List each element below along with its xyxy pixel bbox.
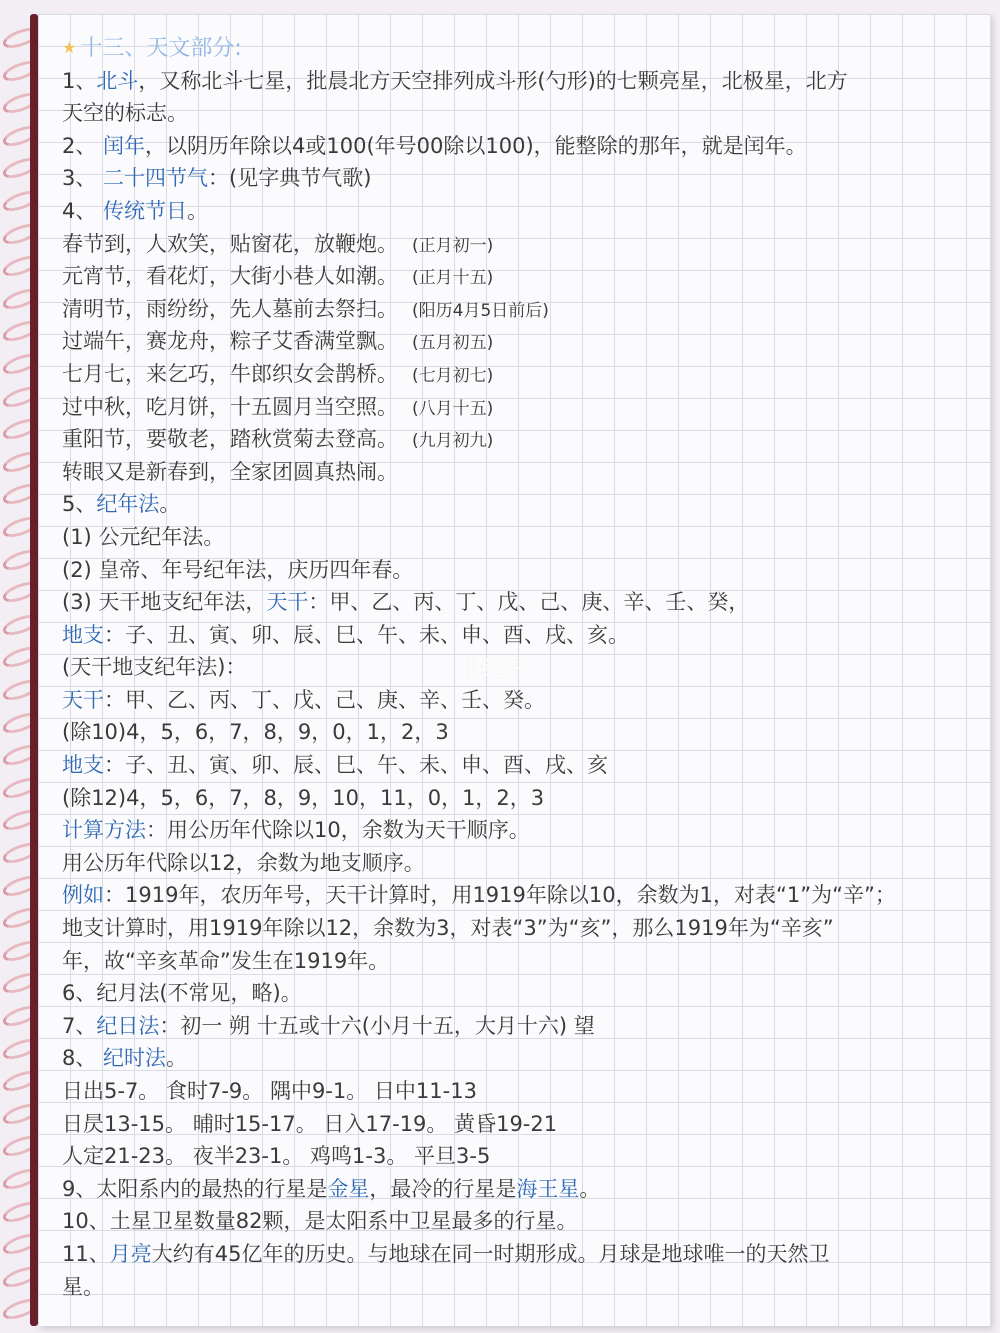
note-line — [62, 423, 972, 456]
line-text: (2) 皇帝、年号纪年法，庆历四年春。 — [62, 557, 414, 582]
note-line — [62, 912, 972, 945]
date-note: (八月十五) — [412, 398, 494, 419]
note-line — [62, 782, 972, 815]
line-text: 日昃13-15。 晡时15-17。 日入17-19。 黄昏19-21 — [62, 1111, 558, 1136]
date-note: (阳历4月5日前后) — [412, 300, 549, 321]
line-text: 天空的标志。 — [62, 101, 188, 126]
note-line — [62, 1075, 972, 1108]
note-line — [62, 716, 972, 749]
keyword-text: 月亮 — [109, 1241, 152, 1266]
keyword-text: 地支 — [62, 753, 104, 778]
line-text: 5、 — [62, 492, 97, 517]
note-line — [62, 488, 972, 521]
line-text: 1、 — [62, 68, 97, 93]
keyword-text: 传统节日 — [103, 198, 188, 223]
keyword-text: 纪时法 — [103, 1046, 167, 1071]
line-text: 人定21-23。 夜半23-1。 鸡鸣1-3。 平旦3-5 — [62, 1144, 491, 1169]
note-line — [62, 1010, 972, 1043]
line-text: 用公历年代除以12，余数为地支顺序。 — [62, 850, 425, 875]
note-line — [62, 260, 972, 293]
line-text: (3) 天干地支纪年法， — [62, 590, 267, 615]
line-text: ：甲、乙、丙、丁、戊、己、庚、辛、壬、癸， — [308, 590, 750, 615]
date-note: (正月十五) — [412, 268, 494, 289]
date-note: (五月初五) — [412, 333, 494, 354]
star-icon: ★ — [62, 38, 77, 57]
keyword-text: 二十四节气 — [103, 166, 209, 191]
line-text: 6、纪月法(不常见，略)。 — [62, 981, 302, 1006]
note-line — [62, 293, 972, 326]
line-text: 重阳节，要敬老，踏秋赏菊去登高。 — [62, 427, 398, 452]
keyword-text: 天干 — [62, 687, 104, 712]
line-text: 七月七，来乞巧，牛郎织女会鹊桥。 — [62, 361, 398, 386]
line-text: 。 — [579, 1176, 601, 1201]
note-line — [62, 977, 972, 1010]
section-title-text: 十三、天文部分: — [80, 36, 242, 61]
note-line — [62, 749, 972, 782]
note-line — [62, 456, 972, 489]
date-note: (九月初九) — [412, 431, 494, 452]
note-line — [62, 1042, 972, 1075]
section-title — [62, 32, 972, 65]
line-text: (除10)4，5，6，7，8，9，0，1，2，3 — [62, 720, 449, 745]
note-line — [62, 228, 972, 261]
watermark: 小红书 — [460, 657, 527, 682]
line-text: ：用公历年代除以10，余数为天干顺序。 — [146, 818, 530, 843]
line-text: 过中秋，吃月饼，十五圆月当空照。 — [62, 394, 398, 419]
line-text: 春节到，人欢笑，贴窗花，放鞭炮。 — [62, 231, 398, 256]
notes-lines — [62, 65, 972, 1304]
line-text: 元宵节，看花灯，大街小巷人如潮。 — [62, 264, 398, 289]
line-text: 地支计算时，用1919年除以12，余数为3，对表“3”为“亥”，那么1919年为“辛亥” — [62, 916, 834, 941]
keyword-text: 金星 — [327, 1176, 370, 1201]
line-text: 年，故“辛亥革命”发生在1919年。 — [62, 948, 390, 973]
keyword-text: 海王星 — [516, 1176, 580, 1201]
line-text: 7、 — [62, 1013, 97, 1038]
line-text: 转眼又是新春到，全家团圆真热闹。 — [62, 459, 398, 484]
note-line — [62, 97, 972, 130]
line-text: ：(见字典节气歌) — [208, 166, 372, 191]
keyword-text: 闰年 — [103, 133, 146, 158]
note-line — [62, 1108, 972, 1141]
date-note: (七月初七) — [412, 365, 494, 386]
line-text: 3、 — [62, 166, 104, 191]
line-text: 2、 — [62, 133, 104, 158]
note-line — [62, 358, 972, 391]
note-line — [62, 65, 972, 98]
line-text: 10、土星卫星数量82颗，是太阳系中卫星最多的行星。 — [62, 1209, 578, 1234]
note-line — [62, 162, 972, 195]
note-line — [62, 521, 972, 554]
note-line — [62, 391, 972, 424]
note-line — [62, 1238, 972, 1271]
line-text: 11、 — [62, 1241, 110, 1266]
line-text: 日出5-7。 食时7-9。 隅中9-1。 日中11-13 — [62, 1079, 477, 1103]
date-note: (正月初一) — [412, 235, 494, 256]
note-line — [62, 554, 972, 587]
note-line — [62, 619, 972, 652]
line-text: ：甲、乙、丙、丁、戊、己、庚、辛、壬、癸。 — [104, 687, 545, 712]
line-text: 清明节，雨纷纷，先人墓前去祭扫。 — [62, 296, 398, 321]
line-text: 星。 — [62, 1274, 104, 1299]
note-line — [62, 1140, 972, 1173]
keyword-text: 纪日法 — [96, 1013, 160, 1038]
keyword-text: 例如 — [62, 883, 104, 908]
note-line — [62, 945, 972, 978]
line-text: ：初一 朔 十五或十六(小月十五，大月十六) 望 — [159, 1013, 595, 1038]
line-text: (天干地支纪年法)： — [62, 655, 247, 680]
note-line — [62, 1271, 972, 1304]
line-text: 过端午，赛龙舟，粽子艾香满堂飘。 — [62, 329, 398, 354]
line-text: 4、 — [62, 198, 104, 223]
line-text: (1) 公元纪年法。 — [62, 524, 225, 549]
line-text: 8、 — [62, 1046, 104, 1071]
note-line — [62, 325, 972, 358]
line-text: ，以阴历年除以4或100(年号00除以100)，能整除的那年，就是闰年。 — [145, 133, 807, 158]
keyword-text: 地支 — [62, 622, 104, 647]
note-line — [62, 195, 972, 228]
line-text: 9、太阳系内的最热的行星是 — [62, 1176, 328, 1201]
line-text: ，最冷的行星是 — [369, 1176, 517, 1201]
line-text: 。 — [187, 198, 209, 223]
line-text: ：子、丑、寅、卯、辰、巳、午、未、申、酉、戌、亥 — [104, 753, 608, 778]
line-text: 大约有45亿年的历史。与地球在同一时期形成。月球是地球唯一的天然卫 — [151, 1241, 830, 1266]
note-line — [62, 130, 972, 163]
keyword-text: 天干 — [266, 590, 309, 615]
line-text: 。 — [159, 492, 181, 517]
line-text: 。 — [166, 1046, 188, 1071]
note-line — [62, 1205, 972, 1238]
note-line — [62, 586, 972, 619]
note-line — [62, 879, 972, 912]
line-text: (除12)4，5，6，7，8，9，10，11，0，1，2，3 — [62, 785, 545, 810]
notebook-spine — [30, 14, 38, 1326]
note-line — [62, 684, 972, 717]
line-text: ：子、丑、寅、卯、辰、巳、午、未、申、酉、戌、亥。 — [104, 622, 629, 647]
note-line — [62, 814, 972, 847]
note-line — [62, 847, 972, 880]
line-text: ，又称北斗七星，批晨北方天空排列成斗形(勺形)的七颗亮星，北极星，北方 — [138, 68, 848, 93]
line-text: ：1919年，农历年号，天干计算时，用1919年除以10，余数为1，对表“1”为“辛”； — [104, 883, 896, 908]
note-line — [62, 1173, 972, 1206]
keyword-text: 北斗 — [96, 68, 139, 93]
keyword-text: 纪年法 — [96, 492, 160, 517]
keyword-text: 计算方法 — [62, 818, 146, 843]
